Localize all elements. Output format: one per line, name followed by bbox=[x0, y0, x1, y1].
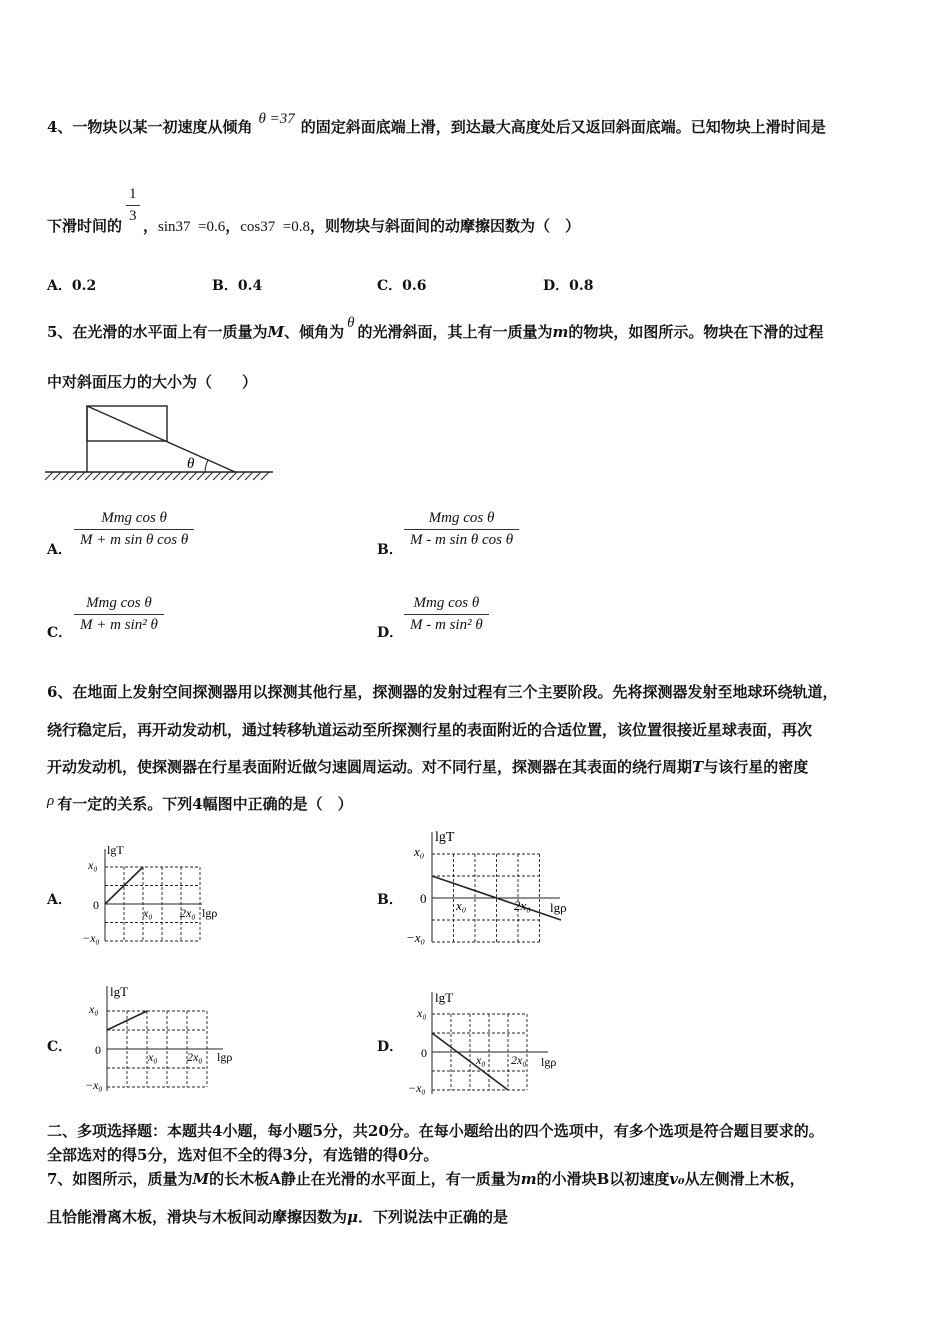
graph-b-xlabel: lgρ bbox=[550, 900, 567, 915]
q7-text-g: 且恰能滑离木板，滑块与木板间动摩擦因数为 bbox=[47, 1208, 348, 1226]
q6-text-a: 开动发动机，使探测器在行星表面附近做匀速圆周运动。对不同行星，探测器在其表面的绕行周期 bbox=[47, 758, 693, 776]
q4-sep1: ， bbox=[143, 217, 159, 235]
q6-text-c: 有一定的关系。下列4幅图中正确的是（ ） bbox=[57, 795, 353, 813]
graph-b-tick-2x0: 2x₀ bbox=[514, 898, 531, 913]
graph-d[interactable] bbox=[405, 990, 580, 1100]
q5-option-b-frac[interactable] bbox=[404, 510, 519, 549]
q5-text-d: 的物块，如图所示。物块在下滑的过程 bbox=[568, 323, 824, 341]
q5-d-num: Mmg cos θ bbox=[404, 595, 489, 615]
q7-text-c: 静止在光滑的水平面上，有一质量为 bbox=[280, 1170, 521, 1188]
graph-b-tick-x0: x₀ bbox=[456, 898, 467, 913]
graph-a-tick-x0-y: x₀ bbox=[88, 858, 98, 872]
q4-fraction bbox=[126, 186, 140, 225]
graph-d-tick-x0: x₀ bbox=[476, 1053, 486, 1067]
graph-a-tick-2x0: 2x₀ bbox=[180, 906, 196, 920]
q7-text-h: ．下列说法中正确的是 bbox=[358, 1208, 509, 1226]
q4-theta-eq: θ =37 bbox=[258, 111, 295, 127]
q6-option-b[interactable]: B． bbox=[377, 892, 403, 908]
q5-option-c[interactable]: C． bbox=[47, 625, 73, 641]
q5-option-c-frac[interactable] bbox=[74, 595, 164, 634]
q5-option-b[interactable]: B． bbox=[377, 542, 403, 558]
q7-A: A bbox=[269, 1170, 281, 1188]
q5-m: m bbox=[552, 323, 569, 341]
graph-d-ylabel: lgT bbox=[435, 990, 454, 1005]
q5-option-d[interactable]: D． bbox=[377, 625, 404, 641]
incline-figure bbox=[45, 400, 275, 490]
q4-option-a[interactable]: A．0.2 bbox=[47, 278, 97, 294]
graph-b-tick-x0-y: x₀ bbox=[414, 844, 425, 859]
q5-c-num: Mmg cos θ bbox=[74, 595, 164, 615]
q7-line1 bbox=[47, 1168, 805, 1189]
q6-T: T bbox=[692, 758, 704, 776]
q7-B: B bbox=[596, 1170, 610, 1188]
q7-m: m bbox=[520, 1170, 537, 1188]
graph-a-tick-negx0: −x₀ bbox=[82, 931, 100, 945]
q4-text-a: 4、一物块以某一初速度从倾角 bbox=[47, 118, 253, 136]
q4-frac-num: 1 bbox=[126, 186, 140, 206]
q5-line1 bbox=[47, 315, 824, 342]
incline-wedge bbox=[87, 406, 235, 472]
graph-d-tick-zero: 0 bbox=[421, 1046, 427, 1060]
graph-d-tick-2x0: 2x₀ bbox=[511, 1053, 527, 1067]
q7-line2 bbox=[47, 1206, 508, 1227]
q6-line2: 绕行稳定后，再开动发动机，通过转移轨道运动至所探测行星的表面附近的合适位置，该位置很接近星球表面，再次 bbox=[47, 721, 813, 739]
graph-d-tick-negx0: −x₀ bbox=[408, 1081, 426, 1095]
q4-text-b: 的固定斜面底端上滑，到达最大高度处后又返回斜面底端。已知物块上滑时间是 bbox=[300, 118, 826, 136]
q5-c-den: M + m sin² θ bbox=[80, 617, 158, 633]
q4-option-b[interactable]: B．0.4 bbox=[212, 278, 263, 294]
graph-c-tick-zero: 0 bbox=[95, 1043, 101, 1057]
q4-line2 bbox=[47, 215, 122, 236]
graph-a-xlabel: lgρ bbox=[202, 906, 218, 920]
q4-text-d: ，则物块与斜面间的动摩擦因数为（ ） bbox=[309, 217, 580, 235]
graph-b[interactable] bbox=[402, 828, 602, 948]
angle-arc bbox=[205, 460, 208, 472]
q6-text-b: 与该行星的密度 bbox=[703, 758, 809, 776]
q7-text-e: 以初速度 bbox=[609, 1170, 670, 1188]
graph-a[interactable] bbox=[80, 843, 240, 948]
q4-option-d[interactable]: D．0.8 bbox=[543, 278, 594, 294]
q5-text-c: 的光滑斜面，其上有一质量为 bbox=[357, 323, 553, 341]
q7-text-a: 7、如图所示，质量为 bbox=[47, 1170, 193, 1188]
q7-text-b: 的长木板 bbox=[209, 1170, 270, 1188]
q5-option-a-frac[interactable] bbox=[74, 510, 194, 549]
q7-text-d: 的小滑块 bbox=[536, 1170, 597, 1188]
ground-hatching bbox=[45, 472, 269, 480]
q5-theta: θ bbox=[347, 315, 355, 331]
graph-c[interactable] bbox=[85, 983, 260, 1093]
graph-a-ylabel: lgT bbox=[107, 843, 124, 857]
q5-option-a[interactable]: A． bbox=[47, 542, 72, 558]
graph-a-tick-zero: 0 bbox=[93, 898, 99, 912]
q5-option-d-frac[interactable] bbox=[404, 595, 489, 634]
graph-a-tick-x0: x₀ bbox=[143, 906, 153, 920]
graph-c-ylabel: lgT bbox=[110, 984, 129, 999]
q4-text-c: 下滑时间的 bbox=[47, 217, 123, 235]
graph-b-tick-zero: 0 bbox=[420, 891, 427, 906]
q5-a-num: Mmg cos θ bbox=[74, 510, 194, 530]
q6-option-c[interactable]: C． bbox=[47, 1039, 73, 1055]
graph-c-tick-x0: x₀ bbox=[148, 1050, 158, 1064]
q5-b-num: Mmg cos θ bbox=[404, 510, 519, 530]
q7-mu: μ bbox=[347, 1208, 358, 1226]
graph-c-xlabel: lgρ bbox=[217, 1050, 233, 1064]
graph-b-ylabel: lgT bbox=[435, 830, 455, 845]
q5-text-b: 、倾角为 bbox=[284, 323, 345, 341]
q5-a-den: M + m sin θ cos θ bbox=[80, 532, 189, 548]
graph-c-tick-x0-y: x₀ bbox=[89, 1002, 99, 1016]
q5-line2: 中对斜面压力的大小为（ ） bbox=[47, 373, 258, 391]
q6-option-d[interactable]: D． bbox=[377, 1039, 404, 1055]
q4-sep2: ， bbox=[225, 217, 241, 235]
q5-b-den: M - m sin θ cos θ bbox=[410, 532, 514, 548]
graph-c-tick-2x0: 2x₀ bbox=[187, 1050, 203, 1064]
q6-line3 bbox=[47, 756, 808, 777]
graph-b-tick-negx0: −x₀ bbox=[406, 930, 426, 945]
q7-text-f: 从左侧滑上木板， bbox=[684, 1170, 805, 1188]
q4-cos: cos37 =0.8 bbox=[240, 219, 310, 235]
q5-d-den: M - m sin² θ bbox=[410, 617, 483, 633]
q6-rho: ρ bbox=[47, 793, 55, 809]
graph-c-tick-negx0: −x₀ bbox=[85, 1078, 103, 1092]
section2-line1: 二、多项选择题：本题共4小题，每小题5分，共20分。在每小题给出的四个选项中，有多个选项是符合题目要求的。 bbox=[47, 1122, 824, 1140]
graph-d-tick-x0-y: x₀ bbox=[417, 1006, 427, 1020]
q4-line2-rest bbox=[143, 215, 580, 236]
q6-line4 bbox=[47, 793, 353, 814]
graph-d-xlabel: lgρ bbox=[541, 1055, 557, 1069]
section2-line2: 全部选对的得5分，选对但不全的得3分，有选错的得0分。 bbox=[47, 1146, 439, 1164]
q5-text-a: 5、在光滑的水平面上有一质量为 bbox=[47, 323, 268, 341]
q5-M: M bbox=[267, 323, 285, 341]
figure-theta-label: θ bbox=[187, 456, 195, 472]
q7-M: M bbox=[192, 1170, 210, 1188]
q4-frac-den: 3 bbox=[129, 208, 137, 224]
q6-option-a[interactable]: A． bbox=[47, 892, 72, 908]
q4-sin: sin37 =0.6 bbox=[158, 219, 226, 235]
q4-option-c[interactable]: C．0.6 bbox=[377, 278, 427, 294]
q6-line1: 6、在地面上发射空间探测器用以探测其他行星，探测器的发射过程有三个主要阶段。先将探测器发射至地球环绕轨道， bbox=[47, 683, 838, 701]
q7-v0: v₀ bbox=[669, 1170, 685, 1188]
q4-line1 bbox=[47, 111, 826, 137]
